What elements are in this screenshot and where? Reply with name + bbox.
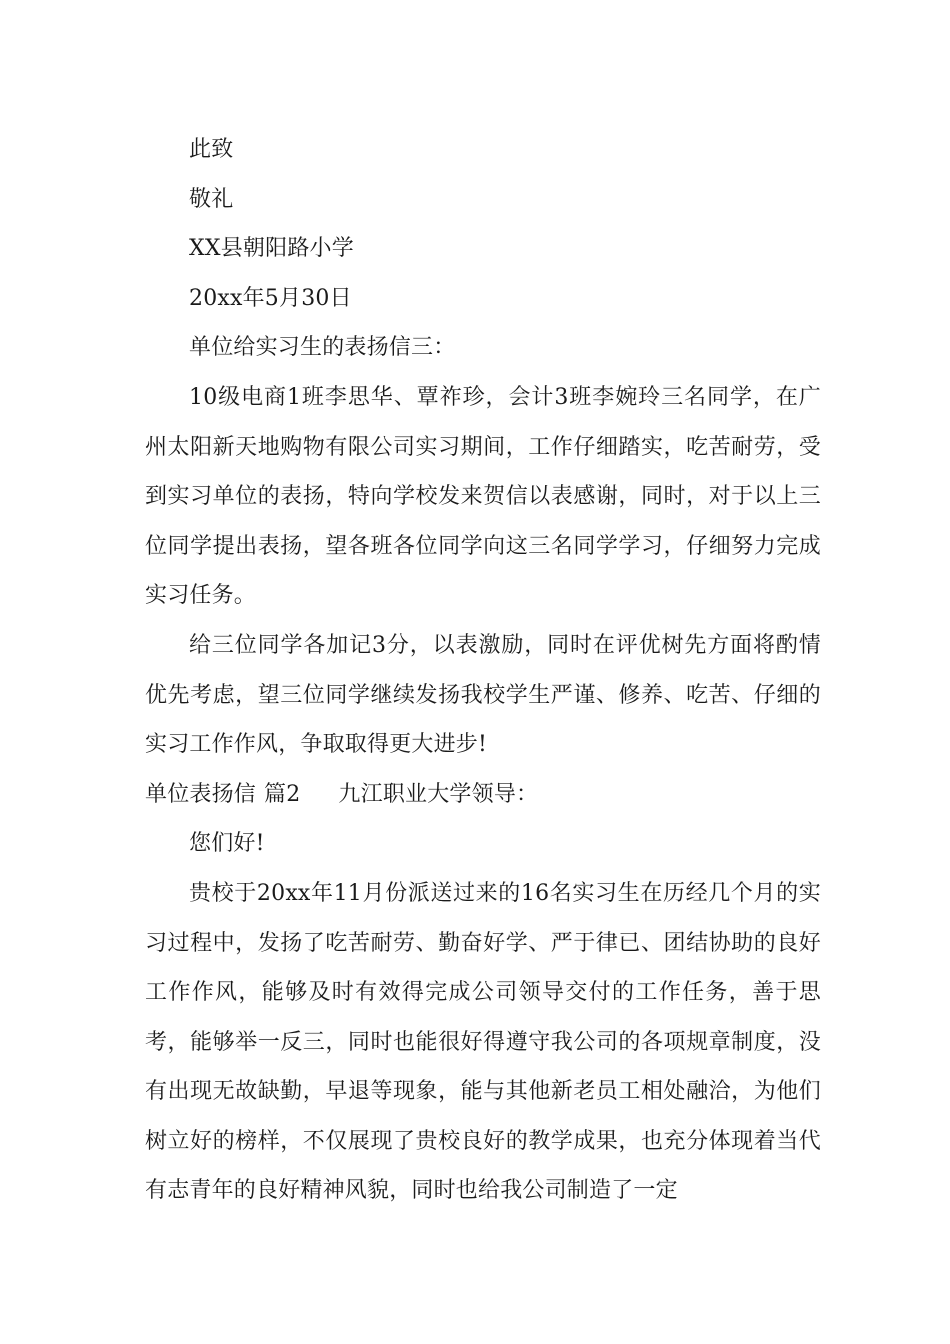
document-page — [145, 125, 821, 1216]
signature: XX县朝阳路小学 — [189, 236, 354, 262]
letter-greeting: 您们好! — [189, 831, 265, 857]
salutation-line-1: 此致 — [189, 137, 234, 162]
section-heading-line — [145, 770, 821, 820]
letter-three-paragraph-2: 给三位同学各加记3分，以表激励，同时在评优树先方面将酌情优先考虑，望三位同学继续发扬我校学生严谨、修养、吃苦、仔细的实习工作作风，争取取得更大进步! — [145, 632, 821, 758]
letter-recipient: 九江职业大学领导： — [338, 781, 539, 807]
section-part: 篇2 — [264, 781, 301, 807]
letter-three-title: 单位给实习生的表扬信三： — [189, 335, 456, 361]
salutation-line-2: 敬礼 — [189, 186, 234, 212]
letter-date: 20xx年5月30日 — [189, 285, 352, 311]
section-2-paragraph-1: 贵校于20xx年11月份派送过来的16名实习生在历经几个月的实习过程中，发扬了吃苦耐劳、勤奋好学、严于律已、团结协助的良好工作作风，能够及时有效得完成公司领导交付的工作任务，善于思考，能够举一反三，同时也能很好得遵守我公司的各项规章制度，没有出现无故缺勤，早退等现象，能与其他新老员工相处融洽，为他们树立好的榜样，不仅展现了贵校良好的教学成果，也充分体现着当代有志青年的良好精神风貌，同时也给我公司制造了一定 — [145, 880, 821, 1204]
letter-three-paragraph-1: 10级电商1班李思华、覃祚珍，会计3班李婉玲三名同学，在广州太阳新天地购物有限公司实习期间，工作仔细踏实，吃苦耐劳，受到实习单位的表扬，特向学校发来贺信以表感谢，同时，对于以上三位同学提出表扬，望各班各位同学向这三名同学学习，仔细努力完成实习任务。 — [145, 384, 821, 609]
section-heading: 单位表扬信 — [145, 781, 257, 807]
